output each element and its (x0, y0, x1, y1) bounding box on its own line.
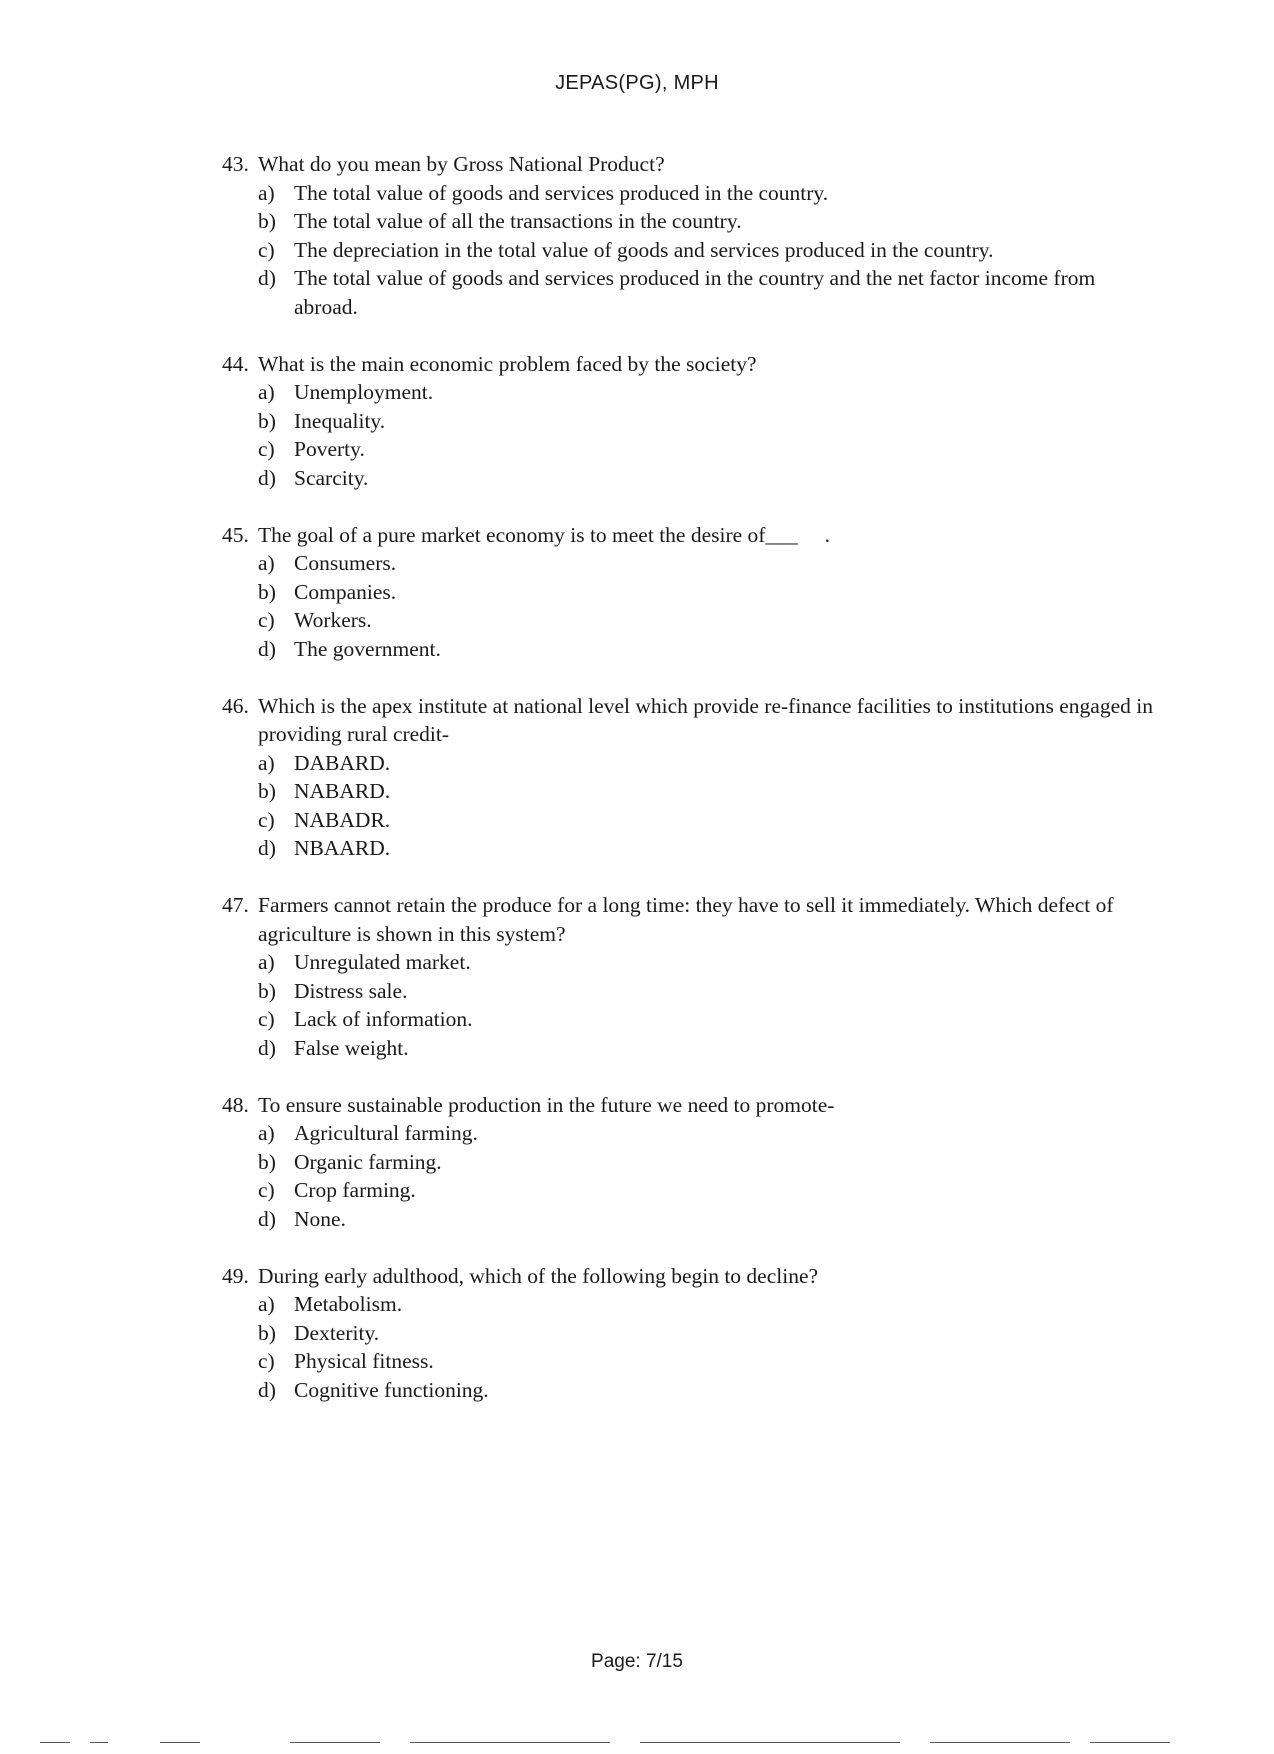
option-text: NABADR. (294, 807, 391, 832)
option-b (258, 777, 1162, 806)
option-a (258, 179, 1162, 208)
option-a (258, 549, 1162, 578)
option-d (258, 635, 1162, 664)
option-letter: b) (258, 978, 276, 1003)
page-number: Page: 7/15 (591, 1651, 683, 1672)
option-text: False weight. (294, 1036, 409, 1061)
option-letter: a) (258, 380, 275, 405)
question-number: 47. (222, 893, 249, 918)
question-text: During early adulthood, which of the following begin to decline? (258, 1263, 819, 1288)
question-stem (222, 350, 1162, 379)
option-text: Poverty. (294, 437, 365, 462)
option-text: Physical fitness. (294, 1349, 434, 1374)
option-d (258, 1034, 1162, 1063)
option-letter: a) (258, 1121, 275, 1146)
option-letter: d) (258, 1377, 276, 1402)
option-text: Unemployment. (294, 380, 434, 405)
option-b (258, 1148, 1162, 1177)
option-letter: a) (258, 1292, 275, 1317)
option-text: The total value of all the transactions in the country. (294, 209, 742, 234)
option-d (258, 464, 1162, 493)
option-letter: a) (258, 551, 275, 576)
option-a (258, 378, 1162, 407)
option-text: Cognitive functioning. (294, 1377, 489, 1402)
option-text: Unregulated market. (294, 950, 471, 975)
question-stem (222, 521, 1162, 550)
option-letter: d) (258, 1207, 276, 1231)
question-43 (222, 150, 1162, 322)
option-letter: b) (258, 779, 276, 804)
option-c (258, 236, 1162, 265)
page-header: JEPAS(PG), MPH (555, 72, 719, 94)
option-c (258, 806, 1162, 835)
option-c (258, 1005, 1162, 1034)
option-text: Metabolism. (294, 1292, 403, 1317)
option-text: NBAARD. (294, 836, 391, 861)
scan-line-segment (410, 1742, 610, 1743)
option-b (258, 407, 1162, 436)
option-text: Consumers. (294, 551, 397, 576)
option-text: Workers. (294, 608, 372, 633)
question-stem (222, 150, 1162, 179)
question-number: 46. (222, 693, 249, 718)
option-list (222, 1119, 1162, 1233)
question-text: The goal of a pure market economy is to meet the desire of___ . (258, 522, 830, 547)
question-46 (222, 692, 1162, 864)
option-text: Distress sale. (294, 978, 408, 1003)
option-text: Organic farming. (294, 1149, 442, 1174)
option-a (258, 1290, 1162, 1319)
option-a (258, 948, 1162, 977)
option-text: Inequality. (294, 408, 386, 433)
question-text: What is the main economic problem faced by the society? (258, 351, 757, 376)
question-number: 48. (222, 1092, 249, 1117)
option-letter: c) (258, 1178, 275, 1203)
question-text: Farmers cannot retain the produce for a long time: they have to sell it immediately. Which defect of agriculture is shown in this system? (258, 893, 1114, 946)
option-letter: a) (258, 950, 275, 975)
option-list (222, 179, 1162, 322)
question-text: What do you mean by Gross National Product? (258, 152, 665, 176)
option-letter: a) (258, 750, 275, 775)
question-list (222, 150, 1162, 1433)
option-text: Scarcity. (294, 465, 369, 490)
question-stem (222, 692, 1162, 749)
option-letter: d) (258, 636, 276, 661)
option-text: Crop farming. (294, 1178, 416, 1203)
question-text: To ensure sustainable production in the future we need to promote- (258, 1092, 835, 1117)
scan-line-segment (290, 1742, 380, 1743)
option-list (222, 749, 1162, 863)
option-c (258, 1176, 1162, 1205)
question-45 (222, 521, 1162, 664)
option-text: DABARD. (294, 750, 391, 775)
question-49 (222, 1262, 1162, 1405)
option-text: Dexterity. (294, 1320, 380, 1345)
scan-line-segment (930, 1742, 1070, 1743)
question-number: 44. (222, 351, 249, 376)
question-stem (222, 1091, 1162, 1120)
option-d (258, 1376, 1162, 1405)
option-letter: a) (258, 180, 275, 205)
scan-line-segment (1090, 1742, 1170, 1743)
option-letter: d) (258, 266, 276, 291)
option-list (222, 1290, 1162, 1404)
option-d (258, 834, 1162, 863)
option-a (258, 1119, 1162, 1148)
option-letter: c) (258, 1349, 275, 1374)
question-47 (222, 891, 1162, 1063)
option-c (258, 1347, 1162, 1376)
question-number: 45. (222, 522, 249, 547)
question-stem (222, 891, 1162, 948)
question-text: Which is the apex institute at national level which provide re-finance facilities to institutions engaged in providing rural credit- (258, 693, 1153, 747)
option-text: Lack of information. (294, 1007, 473, 1032)
option-text: The government. (294, 636, 441, 661)
option-letter: c) (258, 1007, 275, 1032)
option-text: NABARD. (294, 779, 391, 804)
option-d (258, 264, 1162, 321)
option-letter: d) (258, 836, 276, 861)
question-48 (222, 1091, 1162, 1234)
question-stem (222, 1262, 1162, 1291)
scan-line-segment (90, 1742, 108, 1743)
option-letter: b) (258, 579, 276, 604)
option-c (258, 606, 1162, 635)
option-letter: c) (258, 237, 275, 262)
option-text: The total value of goods and services produced in the country and the net factor income from abroad. (294, 266, 1096, 319)
option-list (222, 549, 1162, 663)
scan-line-segment (40, 1742, 70, 1743)
option-text: None. (294, 1207, 346, 1231)
option-b (258, 977, 1162, 1006)
question-44 (222, 350, 1162, 493)
option-text: The total value of goods and services produced in the country. (294, 180, 829, 205)
option-letter: b) (258, 408, 276, 433)
option-b (258, 207, 1162, 236)
option-letter: c) (258, 437, 275, 462)
option-letter: b) (258, 1149, 276, 1174)
option-list (222, 948, 1162, 1062)
option-letter: d) (258, 1036, 276, 1061)
option-text: The depreciation in the total value of goods and services produced in the country. (294, 237, 994, 262)
scan-line-segment (640, 1742, 900, 1743)
option-letter: b) (258, 209, 276, 234)
option-letter: d) (258, 465, 276, 490)
scan-line-segment (160, 1742, 200, 1743)
question-number: 49. (222, 1263, 249, 1288)
option-letter: c) (258, 608, 275, 633)
option-list (222, 378, 1162, 492)
option-c (258, 435, 1162, 464)
option-b (258, 578, 1162, 607)
question-number: 43. (222, 152, 249, 176)
option-text: Agricultural farming. (294, 1121, 478, 1146)
scan-artifact-lines (0, 1742, 1274, 1746)
option-d (258, 1205, 1162, 1234)
option-a (258, 749, 1162, 778)
option-letter: c) (258, 807, 275, 832)
option-b (258, 1319, 1162, 1348)
option-text: Companies. (294, 579, 397, 604)
option-letter: b) (258, 1320, 276, 1345)
